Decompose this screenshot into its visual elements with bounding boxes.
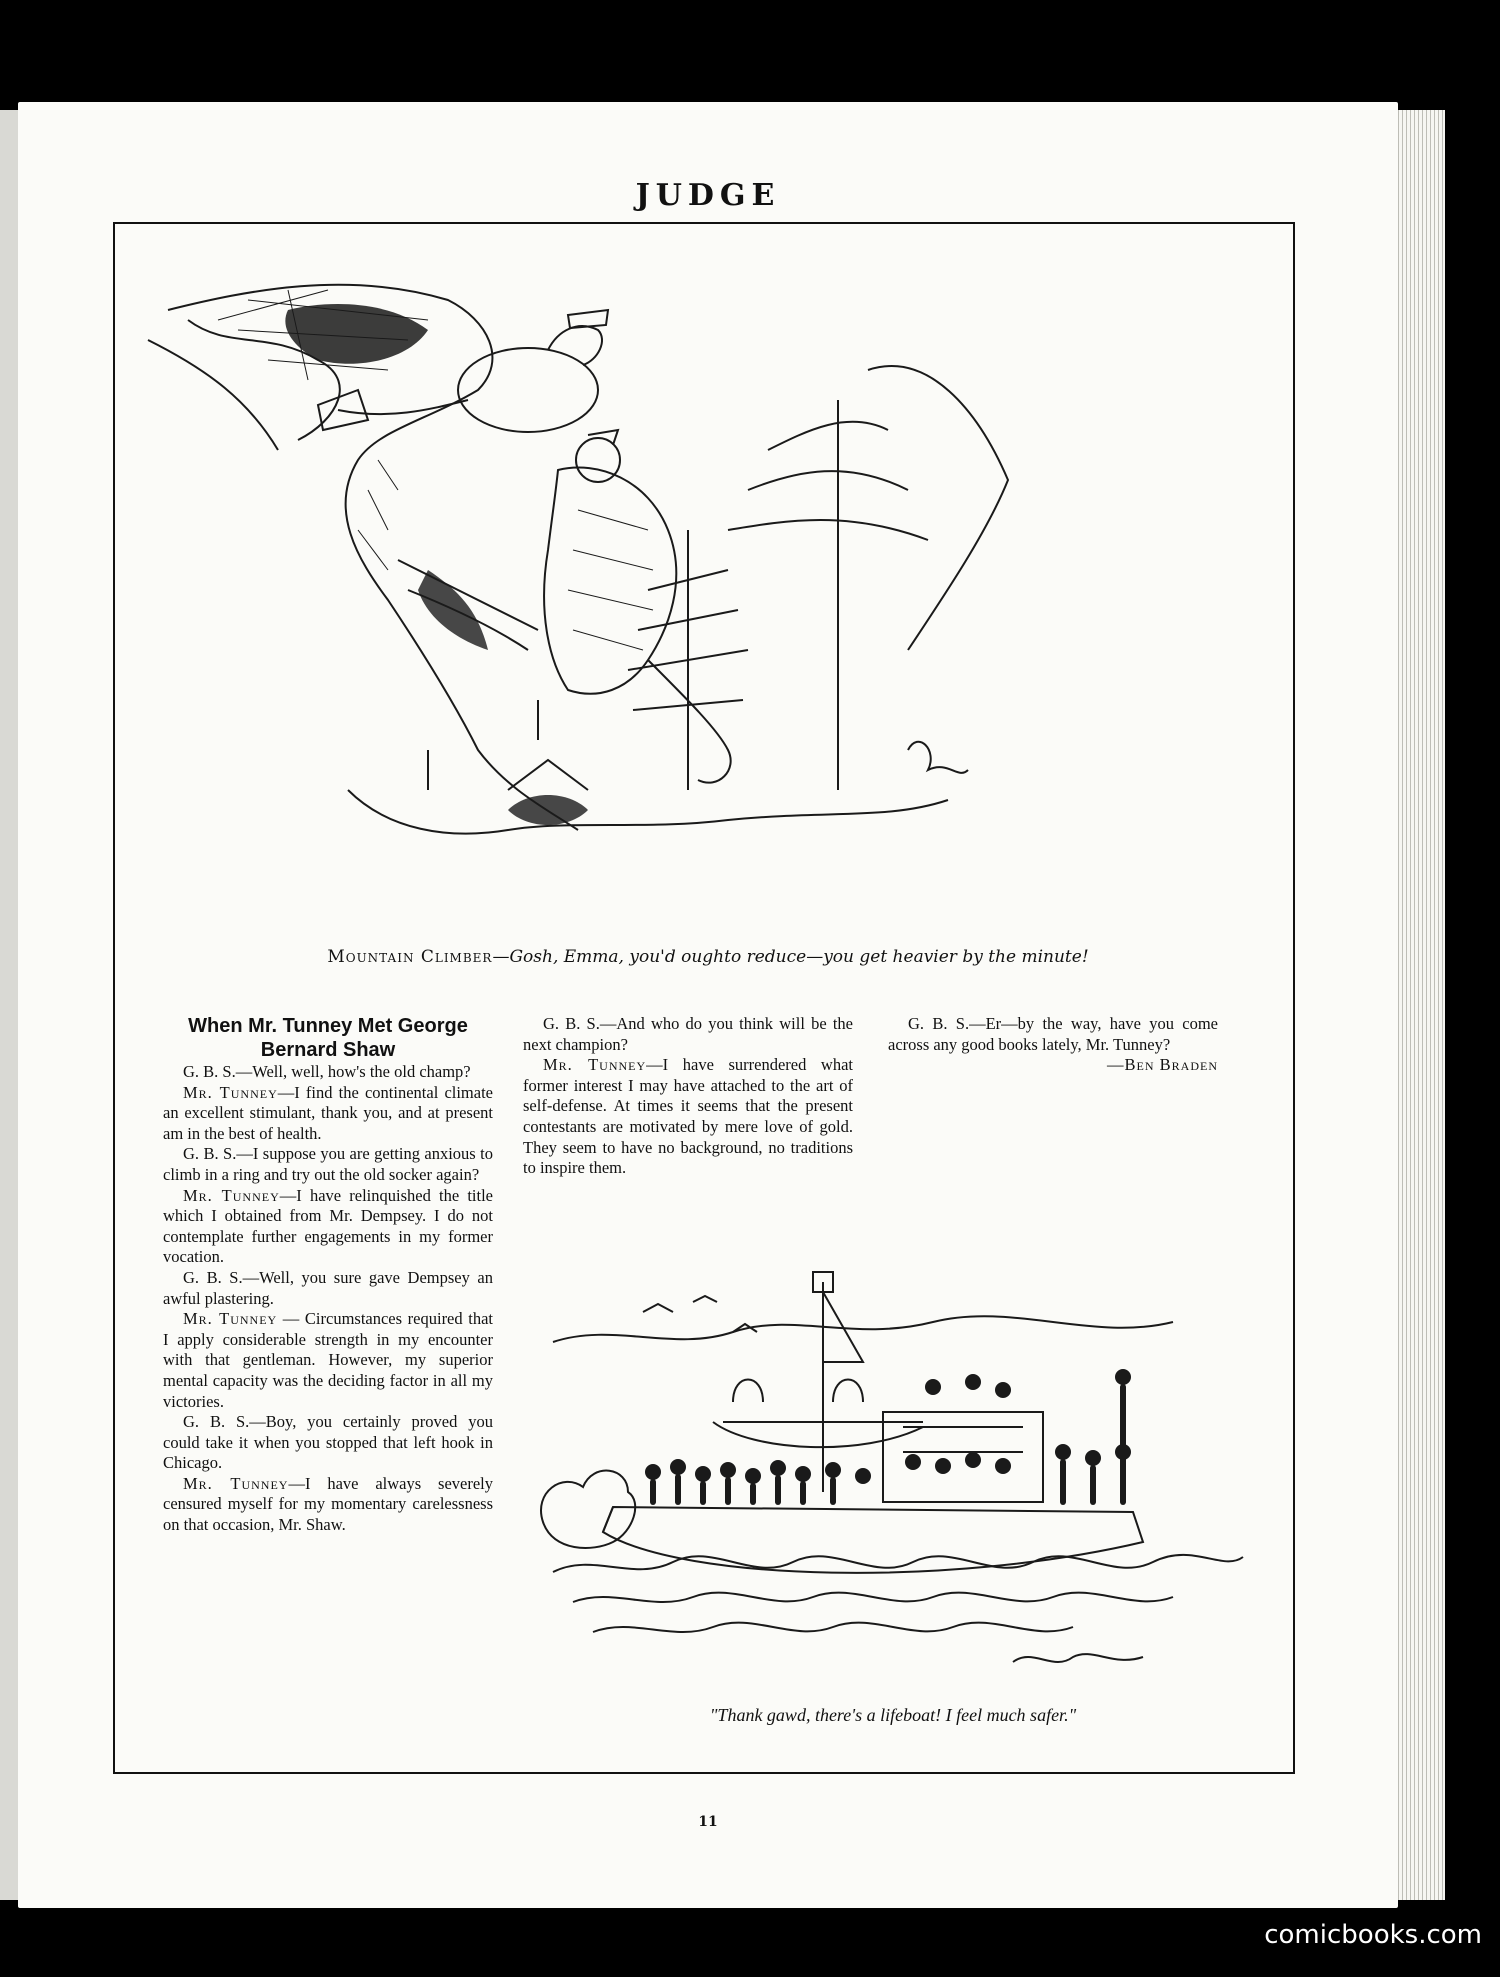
article-paragraph: Mr. Tunney—I have surrendered what former interest I may have attached to the art of self-defense. At times it seems that the present contestants are motivated by mere love of gold. They seem to have no background, no traditions to inspire them. (523, 1055, 854, 1178)
magazine-title: JUDGE (635, 178, 781, 213)
article-headline: When Mr. Tunney Met George Bernard Shaw (188, 1015, 468, 1061)
article-paragraph: G. B. S.—Well, you sure gave Dempsey an awful plastering. (163, 1267, 493, 1308)
article-paragraph: G. B. S.—And who do you think will be the next champion? (523, 1014, 853, 1054)
site-watermark: comicbooks.com (1264, 1920, 1482, 1950)
article-byline: —Ben Braden (1107, 1055, 1218, 1075)
caption-speaker: Mountain Climber (327, 947, 493, 967)
mountain-climber-illustration (128, 230, 1278, 850)
crowded-boat-illustration (533, 1252, 1253, 1692)
caption-dialogue: —Gosh, Emma, you'd oughto reduce—you get heavier by the minute! (492, 947, 1089, 967)
article-paragraph: Mr. Tunney—I have always severely censured myself for my momentary carelessness on that occasion, Mr. Shaw. (163, 1473, 493, 1535)
magazine-page (18, 102, 1398, 1908)
article-column-3 (888, 1014, 1218, 1076)
page-number: 11 (698, 1814, 718, 1830)
top-cartoon-caption (318, 946, 1098, 968)
bottom-cartoon-caption: "Thank gawd, there's a lifeboat! I feel much safer." (709, 1705, 1077, 1725)
article-paragraph: G. B. S.—Er—by the way, have you come across any good books lately, Mr. Tunney? (888, 1014, 1218, 1054)
article-paragraph: Mr. Tunney—I find the continental climate an excellent stimulant, thank you, and at present am in the best of health. (163, 1082, 493, 1143)
article-paragraph: Mr. Tunney — Circumstances required that I apply considerable strength in my encounter with that gentleman. However, my superior mental capacity was the deciding factor in all my victories. (163, 1309, 493, 1411)
article-paragraph: G. B. S.—Boy, you certainly proved you could take it when you stopped that left hook in Chicago. (163, 1412, 493, 1473)
article-column-1 (163, 1014, 493, 1536)
article-paragraph: G. B. S.—I suppose you are getting anxious to climb in a ring and try out the old socker again? (163, 1144, 493, 1184)
article-column-2 (523, 1014, 853, 1179)
article-paragraph: G. B. S.—Well, well, how's the old champ? (183, 1062, 471, 1081)
article-paragraph: Mr. Tunney—I have relinquished the title which I obtained from Mr. Dempsey. I do not contemplate further engagements in my former vocation. (163, 1185, 494, 1267)
